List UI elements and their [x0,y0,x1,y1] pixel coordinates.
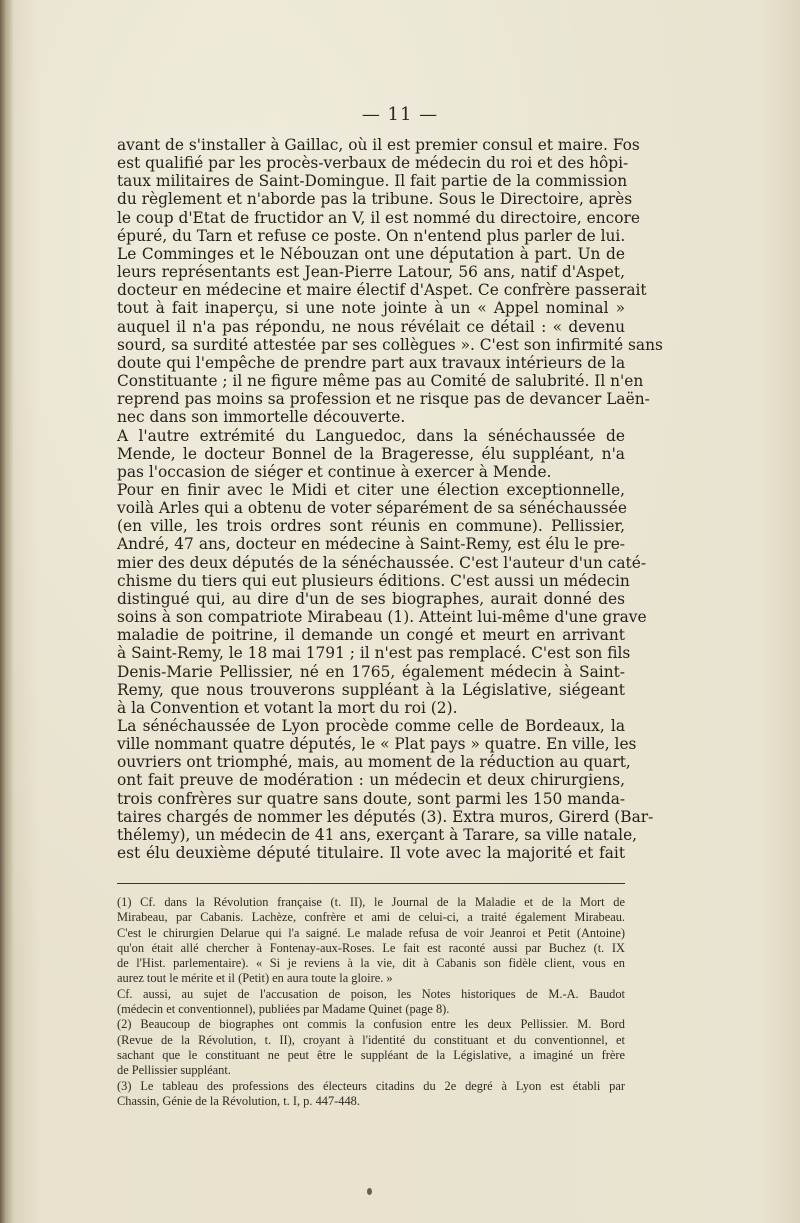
body-line: auquel il n'a pas répondu, ne nous révélait ce détail : « devenu [117,317,625,336]
ink-speck [367,1188,372,1195]
body-line: tout à fait inaperçu, si une note jointe à un « Appel nominal » [117,299,625,318]
body-line: avant de s'installer à Gaillac, où il est premier consul et maire. Fos [117,136,640,154]
body-line: le coup d'Etat de fructidor an V, il est nommé du directoire, encore [117,208,641,227]
body-line: sourd, sa surdité attestée par ses collègues ». C'est son infirmité sans [117,335,663,354]
footnote-line: (Revue de la Révolution, t. II), croyant à l'identité du constituant et du conventionnel, et [117,1032,625,1047]
body-line: ville nommant quatre députés, le « Plat pays » quatre. En ville, les [117,735,637,754]
footnote-separator [117,883,625,884]
body-line: soins à son compatriote Mirabeau (1). Atteint lui-même d'une grave [117,608,647,627]
footnote-line: (médecin et conventionnel), publiées par Madame Quinet (page 8). [117,1002,450,1017]
footnote-line: C'est le chirurgien Delarue qui l'a saigné. Le malade refusa de voir Jeanroi et Petit (Antoine) [117,925,625,940]
body-line: chisme du tiers qui eut plusieurs éditions. C'est aussi un médecin [117,571,630,590]
body-line: Mende, le docteur Bonnel de la Brageresse, élu suppléant, n'a [117,444,625,463]
body-line: voilà Arles qui a obtenu de voter séparément de sa sénéchaussée [117,499,627,518]
footnote-line: Cf. aussi, au sujet de l'accusation de poison, les Notes historiques de M.-A. Baudot [117,986,625,1001]
body-line: à Saint-Remy, le 18 mai 1791 ; il n'est pas remplacé. C'est son fils [117,644,631,663]
body-line: trois confrères sur quatre sans doute, sont parmi les 150 manda- [117,789,626,808]
footnotes [117,895,625,1109]
body-line: est qualifié par les procès-verbaux de médecin du roi et des hôpi- [117,154,629,173]
body-line: Constituante ; il ne figure même pas au Comité de salubrité. Il n'en [117,372,644,391]
body-line: Le Comminges et le Nébouzan ont une députation à part. Un de [117,244,625,263]
footnote-line: (3) Le tableau des professions des électeurs citadins du 2e degré à Lyon est établi par [117,1078,625,1093]
footnote-line: Chassin, Génie de la Révolution, t. I, p. 447-448. [117,1093,360,1108]
footnote-line: Mirabeau, par Cabanis. Lachèze, confrère et ami de celui-ci, a traité également Mirabeau. [117,910,625,925]
body-line: A l'autre extrémité du Languedoc, dans la sénéchaussée de [117,426,625,445]
body-line: à la Convention et votant la mort du roi (2). [117,698,458,717]
body-line: épuré, du Tarn et refuse ce poste. On n'entend plus parler de lui. [117,226,626,245]
footnote-line: de Pellissier suppléant. [117,1063,231,1078]
body-line: taux militaires de Saint-Domingue. Il fait partie de la commission [117,172,628,191]
body-line: Remy, que nous trouverons suppléant à la Législative, siégeant [117,680,625,699]
body-line: Denis-Marie Pellissier, né en 1765, également médecin à Saint- [117,662,625,681]
main-text [117,136,663,863]
footnote-line: (2) Beaucoup de biographes ont commis la confusion entre les deux Pellissier. M. Bord [117,1017,625,1032]
footnote-line: qu'on était allé chercher à Fontenay-aux-Roses. Le fait est raconté aussi par Buchez (t. IX [117,940,625,955]
body-line: ont fait preuve de modération : un médecin et deux chirurgiens, [117,771,625,790]
body-line: est élu deuxième député titulaire. Il vote avec la majorité et fait [117,844,625,863]
page-number: — 11 — [361,104,439,125]
footnote-line: aurez tout le mérite et il (Petit) en aura toute la gloire. » [117,971,393,986]
footnote-line: (1) Cf. dans la Révolution française (t. II), le Journal de la Maladie et de la Mort de [117,895,625,909]
body-line: mier des deux députés de la sénéchaussée. C'est l'auteur d'un caté- [117,553,647,572]
body-line: leurs représentants est Jean-Pierre Latour, 56 ans, natif d'Aspet, [117,263,625,282]
body-line: reprend pas moins sa profession et ne risque pas de devancer Laën- [117,390,650,409]
body-line: pas l'occasion de siéger et continue à exercer à Mende. [117,462,552,481]
body-line: ouvriers ont triomphé, mais, au moment de la réduction au quart, [117,753,631,772]
body-line: thélemy), un médecin de 41 ans, exerçant à Tarare, sa ville natale, [117,825,638,844]
footnote-line: de l'Hist. parlementaire). « Si je reviens à la vie, dit à Cabanis son fidèle client, vous en [117,956,625,971]
body-line: distingué qui, au dire d'un de ses biographes, aurait donné des [117,589,625,608]
body-line: nec dans son immortelle découverte. [117,408,406,427]
body-line: maladie de poitrine, il demande un congé et meurt en arrivant [117,626,625,645]
body-line: du règlement et n'aborde pas la tribune. Sous le Directoire, après [117,190,633,209]
footnote-line: sachant que le constituant ne peut être le suppléant de la Législative, a imaginé un frère [117,1047,625,1062]
body-line: André, 47 ans, docteur en médecine à Saint-Remy, est élu le pre- [117,535,625,554]
body-line: Pour en finir avec le Midi et citer une élection exceptionnelle, [117,480,625,499]
body-line: (en ville, les trois ordres sont réunis en commune). Pellissier, [117,517,625,536]
body-line: La sénéchaussée de Lyon procède comme celle de Bordeaux, la [117,717,625,735]
page-binding-edge [0,0,14,1223]
body-line: taires chargés de nommer les députés (3). Extra muros, Girerd (Bar- [117,807,654,826]
body-line: doute qui l'empêche de prendre part aux travaux intérieurs de la [117,353,626,372]
body-line: docteur en médecine et maire électif d'Aspet. Ce confrère passerait [117,281,647,300]
